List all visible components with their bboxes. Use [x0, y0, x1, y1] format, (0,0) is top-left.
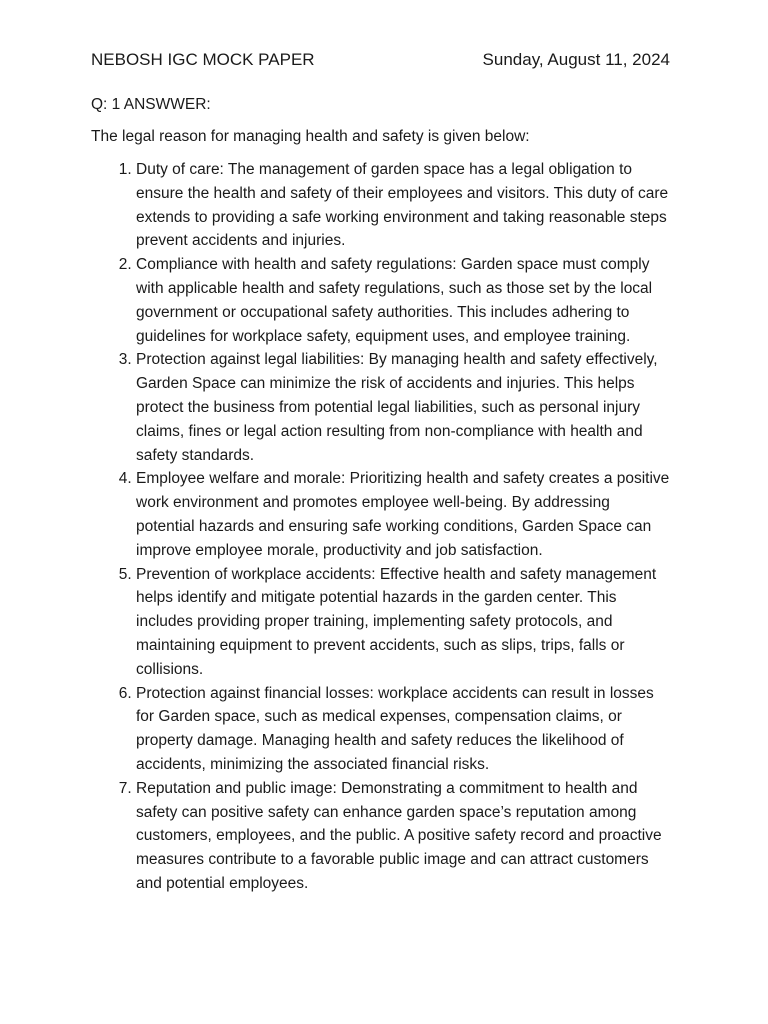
document-header — [91, 48, 672, 72]
list-item: 2. Compliance with health and safety regulations: Garden space must comply with applicable health and safety regulations, such as those set by the local government or occupational safety authorities. This includes adhering to guidelines for workplace safety, equipment uses, and employee training. — [136, 253, 672, 348]
list-item: 7. Reputation and public image: Demonstrating a commitment to health and safety can positive safety can enhance garden space’s reputation among customers, employees, and the public. A positive safety record and proactive measures contribute to a favorable public image and can attract customers and potential employees. — [136, 777, 672, 896]
reasons-list — [91, 158, 672, 896]
list-item: 1. Duty of care: The management of garden space has a legal obligation to ensure the health and safety of their employees and visitors. This duty of care extends to providing a safe working environment and taking reasonable steps prevent accidents and injuries. — [136, 158, 672, 253]
list-item: 3. Protection against legal liabilities: By managing health and safety effectively, Garden Space can minimize the risk of accidents and injuries. This helps protect the business from potential legal liabilities, such as personal injury claims, fines or legal action resulting from non-compliance with health and safety standards. — [136, 348, 672, 467]
question-label: Q: 1 ANSWWER: — [91, 96, 211, 113]
list-item: 5. Prevention of workplace accidents: Effective health and safety management helps identify and mitigate potential hazards in the garden center. This includes providing proper training, implementing safety protocols, and maintaining equipment to prevent accidents, such as slips, trips, falls or collisions. — [136, 563, 672, 682]
document-title: NEBOSH IGC MOCK PAPER — [91, 50, 315, 69]
list-item: 6. Protection against financial losses: workplace accidents can result in losses for Garden space, such as medical expenses, compensation claims, or property damage. Managing health and safety reduces the likelihood of accidents, minimizing the associated financial risks. — [136, 682, 672, 777]
list-item: 4. Employee welfare and morale: Prioritizing health and safety creates a positive work environment and promotes employee well-being. By addressing potential hazards and ensuring safe working conditions, Garden Space can improve employee morale, productivity and job satisfaction. — [136, 467, 672, 562]
intro-paragraph: The legal reason for managing health and safety is given below: — [91, 128, 530, 145]
document-date: Sunday, August 11, 2024 — [482, 50, 670, 69]
